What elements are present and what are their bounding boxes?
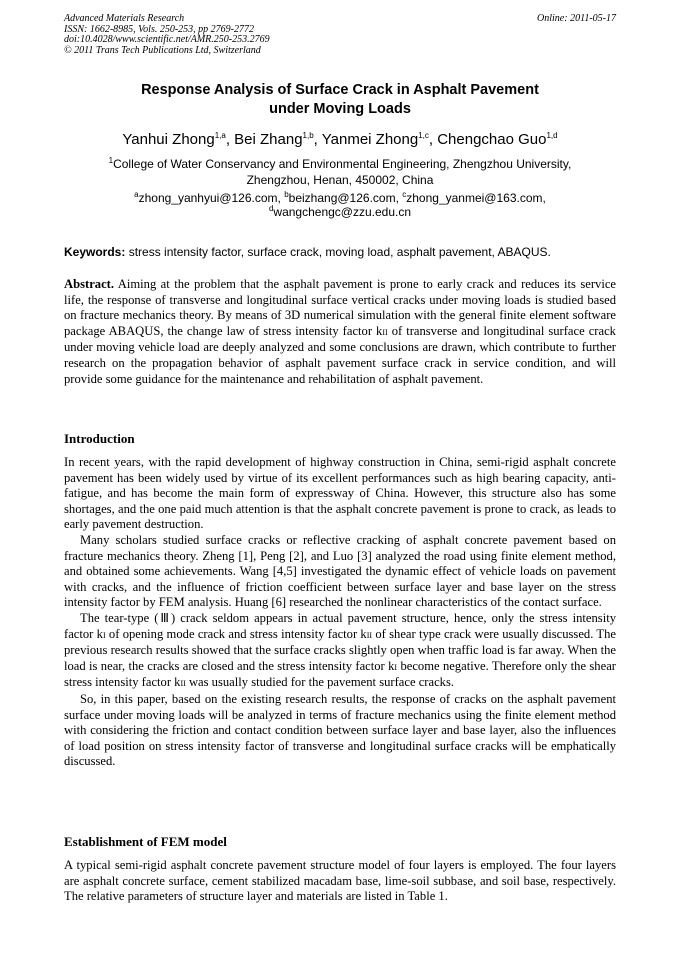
affiliation [64,156,616,188]
paragraph: Many scholars studied surface cracks or reflective cracking of asphalt concrete pavement based on fracture mechanics theory. Zheng [1], Peng [2], and Luo [3] analyzed the road using finite element method, and obtained some achievements. Wang [4,5] investigated the dynamic effect of vehicle loads on pavement with cracks, and the influence of friction coefficient between surface layer and base layer on the stress intensity factor by FEM analysis. Huang [6] researched the nonlinear characteristics of the contact surface. [64,532,616,610]
abstract-text: Aiming at the problem that the asphalt pavement is prone to early crack and reduces its service life, the response of transverse and longitudinal surface vertical cracks under moving loads is studied based on fracture mechanics theory. By means of 3D numerical simulation with the general finite element software package ABAQUS, the change law of stress intensity factor k [64,277,616,338]
author-affiliation-mark: 1,c [418,131,429,140]
keywords-label: Keywords: [64,245,126,259]
subscript: I [102,630,106,640]
email-mark: b [284,190,289,199]
email-mark: d [268,204,274,213]
affiliation-line-1: College of Water Conservancy and Environmental Engineering, Zhengzhou University, [113,157,572,171]
paper-title [64,81,616,119]
title-line-2: under Moving Loads [269,101,411,117]
text-run: was usually studied for the pavement surface cracks. [185,675,455,690]
author-name: Yanhui Zhong [122,131,215,148]
author-emails [64,191,616,219]
author-name: Yanmei Zhong [321,131,419,148]
email-link[interactable]: zhong_yanhyui@126.com, [138,191,285,205]
issn-line: ISSN: 1662-8985, Vols. 250-253, pp 2769-2772 [64,23,254,35]
abstract-paragraph [64,277,616,387]
author-separator: , [428,131,438,148]
paragraph: In recent years, with the rapid development of highway construction in China, semi-rigid asphalt concrete pavement has been widely used by virtue of its excellent performances such as high bearing capacity, anti-fatigue, and has become the main form of expressway of China. However, this structure also has some shortages, and the one paid much attention is that the asphalt concrete pavement is prone to crack, as leads to early pavement destruction. [64,455,616,532]
doi-line: doi:10.4028/www.scientific.net/AMR.250-253.2769 [64,34,270,45]
author-name: Bei Zhang [234,131,303,148]
keywords-text: stress intensity factor, surface crack, moving load, asphalt pavement, ABAQUS. [125,245,551,259]
author-separator: , [313,131,322,148]
author-affiliation-mark: 1,d [546,131,558,140]
subscript: II [180,679,186,689]
author-affiliation-mark: 1,b [302,131,314,140]
section-heading-introduction: Introduction [64,431,135,446]
paragraph: So, in this paper, based on the existing research results, the response of cracks on the asphalt pavement surface under moving loads will be analyzed in terms of fracture mechanics using the finite element method with considering the friction and contact condition between surface layer and base layer, also the influences of load position on stress intensity factor of transverse and longitudinal surface cracks will be emphatically discussed. [64,691,616,769]
section-heading-fem-model: Establishment of FEM model [64,834,227,849]
subscript: II [366,630,373,640]
email-link[interactable]: beizhang@126.com, [288,191,403,205]
fem-body [64,858,616,905]
abstract [64,277,616,387]
author-name: Chengchao Guo [437,131,547,148]
journal-name: Advanced Materials Research [64,13,185,24]
author-affiliation-mark: 1,a [214,131,226,140]
paragraph [64,611,616,692]
copyright-line: © 2011 Trans Tech Publications Ltd, Switzerland [64,44,261,56]
online-date: Online: 2011-05-17 [537,13,616,24]
text-run: of shear type crack were usually discussed. The previous research results showed that the surface cracks slightly open when traffic load is far away. When the load is near, the cracks are closed and the stress intensity factor k [64,626,616,673]
journal-header [64,14,616,56]
title-line-1: Response Analysis of Surface Crack in Asphalt Pavement [141,82,539,98]
email-mark: c [402,190,407,199]
abstract-text: of transverse and longitudinal surface crack under moving vehicle load are deeply analyzed and some conclusions are drawn, which contribute to further research on the propagation behavior of asphalt pavement surface crack in service condition, and will provide some guidance for the maintenance and rehabilitation of asphalt pavement. [64,323,616,386]
introduction-body [64,455,616,770]
keywords [64,244,616,260]
author-separator: , [225,131,235,148]
email-link[interactable]: zhong_yanmei@163.com, [406,191,546,205]
subscript: II [382,327,388,337]
paragraph: A typical semi-rigid asphalt concrete pavement structure model of four layers is employed. The four layers are asphalt concrete surface, cement stabilized macadam base, lime-soil subbase, and soil base, respectively. The relative parameters of structure layer and materials are listed in Table 1. [64,858,616,904]
text-run: The tear-type (Ⅲ) crack seldom appears in actual pavement structure, hence, only the stress intensity factor k [64,610,616,641]
text-run: of opening mode crack and stress intensity factor k [105,626,367,641]
email-link[interactable]: wangchengc@zzu.edu.cn [273,205,412,219]
author-list [64,130,616,149]
affiliation-line-2: Zhengzhou, Henan, 450002, China [246,173,434,187]
email-mark: a [134,190,139,199]
text-run: become negative. Therefore only the shear stress intensity factor k [64,658,616,690]
affiliation-mark: 1 [108,156,114,165]
subscript: I [394,662,398,672]
abstract-label: Abstract. [64,277,115,291]
